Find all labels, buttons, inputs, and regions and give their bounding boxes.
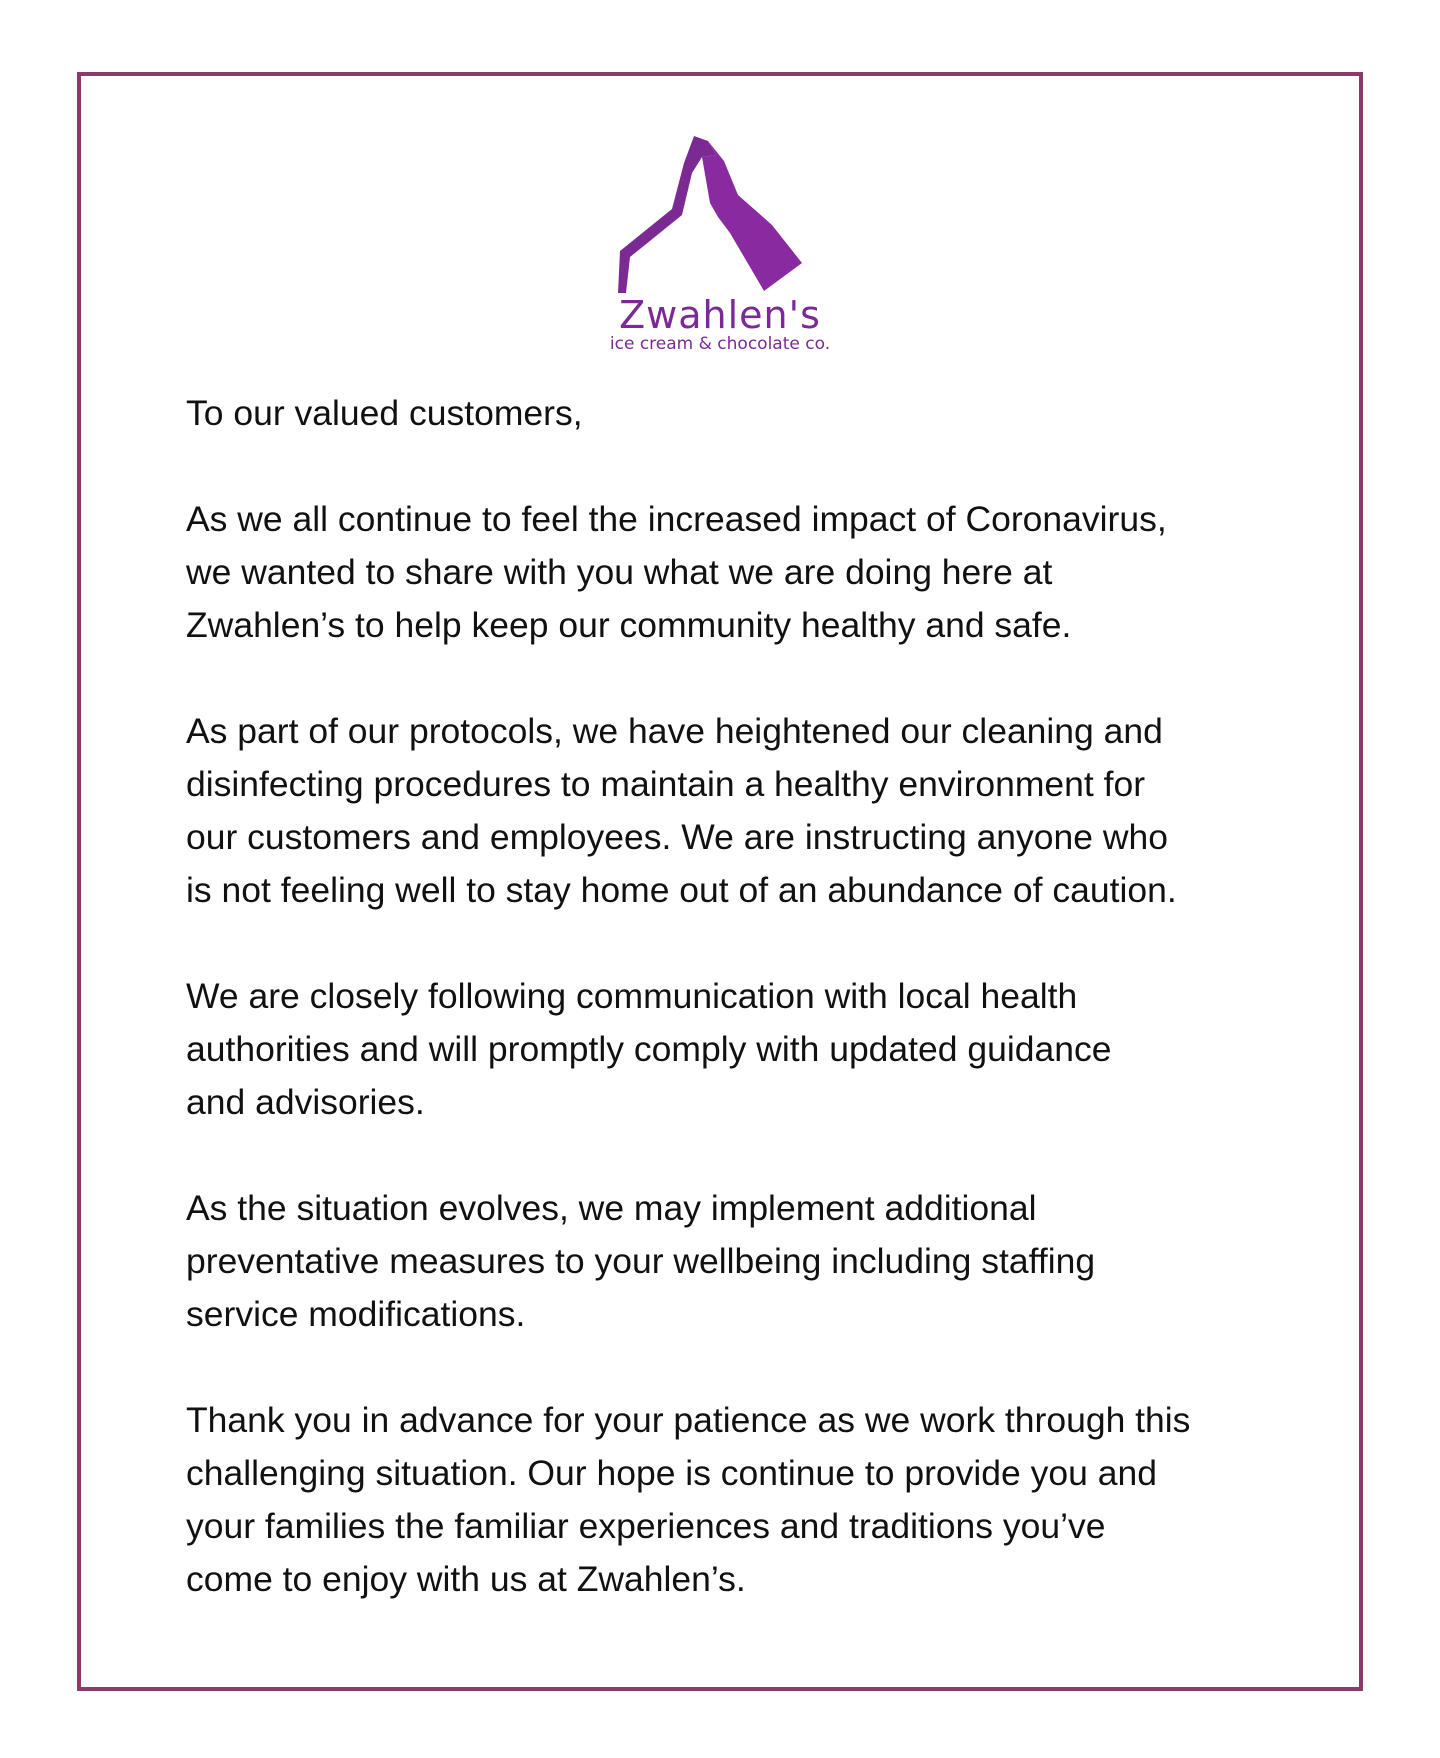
letter-line: As the situation evolves, we may implement additional (186, 1188, 1037, 1228)
letter-paragraph (186, 1182, 1306, 1341)
letter-line: As part of our protocols, we have heightened our cleaning and (186, 711, 1163, 751)
letter-line: your families the familiar experiences and traditions you’ve (186, 1506, 1106, 1546)
letter-line: As we all continue to feel the increased impact of Coronavirus, (186, 499, 1167, 539)
letter-line: and advisories. (186, 1082, 425, 1122)
letter-line: Zwahlen’s to help keep our community healthy and safe. (186, 605, 1072, 645)
letter-paragraph (186, 1394, 1306, 1606)
letter-line: service modifications. (186, 1294, 526, 1334)
letter-line: we wanted to share with you what we are doing here at (186, 552, 1053, 592)
letter-line: is not feeling well to stay home out of an abundance of caution. (186, 870, 1177, 910)
letter-body (186, 387, 1306, 1659)
logo (560, 128, 880, 358)
letter-paragraph (186, 705, 1306, 917)
logo-tagline: ice cream & chocolate co. (609, 334, 831, 354)
letter-line: Thank you in advance for your patience as we work through this (186, 1400, 1191, 1440)
letter-line: authorities and will promptly comply with updated guidance (186, 1029, 1112, 1069)
letter-line: disinfecting procedures to maintain a healthy environment for (186, 764, 1146, 804)
letter-paragraph (186, 970, 1306, 1129)
letter-line: preventative measures to your wellbeing including staffing (186, 1241, 1096, 1281)
logo-name: Zwahlen's (619, 293, 821, 337)
letter-greeting: To our valued customers, (186, 393, 583, 433)
letter-line: our customers and employees. We are instructing anyone who (186, 817, 1169, 857)
letter-line: We are closely following communication with local health (186, 976, 1078, 1016)
letter-paragraph (186, 493, 1306, 652)
letter-line: challenging situation. Our hope is continue to provide you and (186, 1453, 1157, 1493)
mountain-icon (612, 133, 822, 298)
letter-line: come to enjoy with us at Zwahlen’s. (186, 1559, 746, 1599)
